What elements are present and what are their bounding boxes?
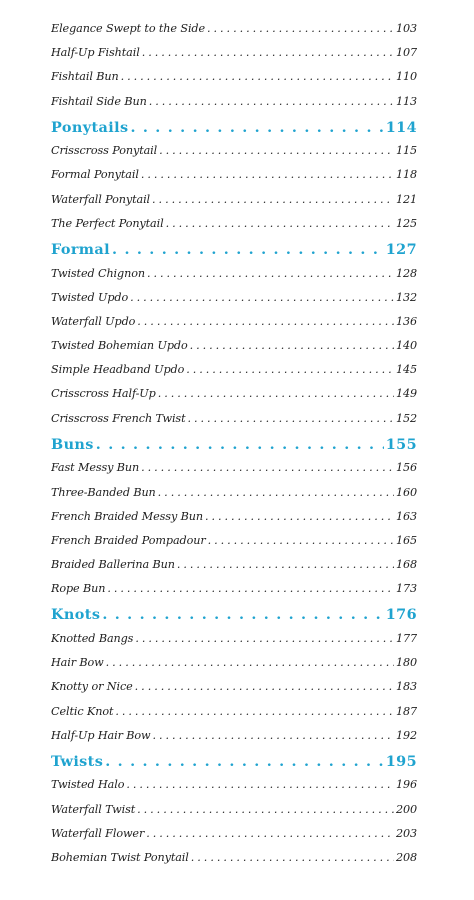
- toc-entry[interactable]: [51, 363, 417, 387]
- toc-entry[interactable]: [51, 656, 417, 680]
- toc-entry[interactable]: [51, 387, 417, 411]
- dot-leader: [141, 168, 394, 181]
- entry-title: Twisted Halo: [51, 778, 125, 792]
- page-number: 176: [385, 606, 417, 624]
- page-number: 200: [395, 802, 417, 816]
- toc-entry[interactable]: [51, 510, 417, 534]
- dot-leader: [158, 486, 394, 499]
- page-number: 177: [395, 631, 417, 645]
- toc-entry[interactable]: [51, 632, 417, 656]
- entry-title: Celtic Knot: [51, 704, 114, 718]
- toc-section-heading[interactable]: [51, 753, 417, 779]
- dot-leader: [135, 680, 394, 693]
- page-number: 140: [395, 339, 417, 353]
- toc-entry[interactable]: [51, 168, 417, 192]
- entry-title: Half-Up Fishtail: [51, 46, 140, 60]
- section-title: Ponytails: [51, 118, 129, 136]
- toc-entry[interactable]: [51, 315, 417, 339]
- page-number: 208: [395, 850, 417, 864]
- section-title: Formal: [51, 241, 111, 258]
- page-number: 203: [395, 826, 417, 840]
- entry-title: Waterfall Ponytail: [51, 192, 151, 206]
- entry-title: Waterfall Updo: [51, 314, 136, 328]
- page-number: 196: [395, 778, 417, 792]
- dot-leader: [106, 656, 394, 669]
- toc-entry[interactable]: [51, 803, 417, 827]
- toc-section-heading[interactable]: [51, 606, 417, 632]
- page-number: 173: [395, 582, 417, 596]
- page-number: 168: [395, 558, 417, 572]
- dot-leader: [152, 193, 394, 206]
- dot-leader: [115, 705, 394, 718]
- dot-leader: [207, 22, 394, 35]
- entry-title: The Perfect Ponytail: [51, 216, 164, 230]
- dot-leader: [96, 436, 384, 453]
- dot-leader: [205, 510, 394, 523]
- toc-entry[interactable]: [51, 144, 417, 168]
- toc-entry[interactable]: [51, 680, 417, 704]
- entry-title: Braided Ballerina Bun: [51, 558, 175, 572]
- toc-section-heading[interactable]: [51, 119, 417, 145]
- dot-leader: [142, 46, 394, 59]
- entry-title: Twisted Chignon: [51, 266, 145, 280]
- dot-leader: [105, 753, 384, 770]
- toc-entry[interactable]: [51, 558, 417, 582]
- dot-leader: [146, 827, 394, 840]
- page-number: 145: [395, 363, 417, 377]
- entry-title: Rope Bun: [51, 582, 106, 596]
- toc-entry[interactable]: [51, 267, 417, 291]
- dot-leader: [135, 632, 394, 645]
- toc-entry[interactable]: [51, 22, 417, 46]
- dot-leader: [137, 315, 394, 328]
- dot-leader: [186, 363, 394, 376]
- dot-leader: [187, 412, 393, 425]
- toc-entry[interactable]: [51, 291, 417, 315]
- entry-title: Half-Up Hair Bow: [51, 728, 151, 742]
- page-number: 103: [395, 22, 417, 35]
- dot-leader: [112, 241, 384, 258]
- toc-section-heading[interactable]: [51, 241, 417, 267]
- entry-title: Waterfall Twist: [51, 802, 136, 816]
- page-number: 155: [385, 435, 417, 453]
- dot-leader: [102, 606, 383, 623]
- dot-leader: [130, 291, 394, 304]
- dot-leader: [121, 70, 394, 83]
- toc-entry[interactable]: [51, 412, 417, 436]
- toc-entry[interactable]: [51, 729, 417, 753]
- dot-leader: [130, 119, 383, 136]
- entry-title: Fishtail Side Bun: [51, 94, 147, 108]
- dot-leader: [159, 144, 394, 157]
- toc-entry[interactable]: [51, 339, 417, 363]
- section-title: Buns: [51, 435, 94, 453]
- toc-entry[interactable]: [51, 851, 417, 875]
- entry-title: Three-Banded Bun: [51, 485, 156, 499]
- page-number: 136: [395, 314, 417, 328]
- toc-entry[interactable]: [51, 217, 417, 241]
- toc-entry[interactable]: [51, 827, 417, 851]
- page-number: 128: [395, 266, 417, 280]
- table-of-contents: [51, 22, 417, 875]
- toc-entry[interactable]: [51, 486, 417, 510]
- dot-leader: [141, 461, 394, 474]
- dot-leader: [137, 803, 394, 816]
- entry-title: French Braided Messy Bun: [51, 509, 203, 523]
- dot-leader: [153, 729, 394, 742]
- entry-title: Hair Bow: [51, 656, 104, 670]
- page-number: 121: [395, 192, 417, 206]
- page-number: 165: [395, 533, 417, 547]
- entry-title: Elegance Swept to the Side: [51, 22, 206, 35]
- entry-title: Crisscross Half-Up: [51, 387, 156, 401]
- entry-title: Formal Ponytail: [51, 168, 139, 182]
- entry-title: French Braided Pompadour: [51, 533, 206, 547]
- toc-entry[interactable]: [51, 705, 417, 729]
- entry-title: Fast Messy Bun: [51, 461, 140, 475]
- page-number: 195: [385, 752, 417, 770]
- page-number: 183: [395, 680, 417, 694]
- toc-entry[interactable]: [51, 46, 417, 70]
- dot-leader: [191, 851, 394, 864]
- page-number: 149: [395, 387, 417, 401]
- dot-leader: [190, 339, 394, 352]
- entry-title: Waterfall Flower: [51, 826, 145, 840]
- dot-leader: [147, 267, 394, 280]
- toc-entry[interactable]: [51, 461, 417, 485]
- entry-title: Twisted Bohemian Updo: [51, 339, 188, 353]
- page-number: 187: [395, 704, 417, 718]
- entry-title: Crisscross Ponytail: [51, 144, 158, 158]
- page-number: 115: [395, 144, 417, 158]
- entry-title: Fishtail Bun: [51, 70, 119, 84]
- dot-leader: [158, 387, 394, 400]
- toc-entry[interactable]: [51, 193, 417, 217]
- entry-title: Twisted Updo: [51, 290, 129, 304]
- toc-entry[interactable]: [51, 778, 417, 802]
- toc-entry[interactable]: [51, 534, 417, 558]
- dot-leader: [149, 95, 394, 108]
- dot-leader: [107, 582, 394, 595]
- page-number: 107: [395, 46, 417, 60]
- page-number: 132: [395, 290, 417, 304]
- dot-leader: [166, 217, 394, 230]
- toc-entry[interactable]: [51, 95, 417, 119]
- section-title: Knots: [51, 606, 101, 624]
- toc-entry[interactable]: [51, 582, 417, 606]
- page-number: 110: [395, 70, 417, 84]
- toc-section-heading[interactable]: [51, 436, 417, 462]
- page-number: 192: [395, 728, 417, 742]
- page-number: 118: [395, 168, 417, 182]
- page-number: 114: [385, 118, 417, 136]
- page-number: 125: [395, 216, 417, 230]
- page-number: 160: [395, 485, 417, 499]
- page-number: 163: [395, 509, 417, 523]
- entry-title: Simple Headband Updo: [51, 363, 185, 377]
- section-title: Twists: [51, 752, 104, 770]
- page-number: 127: [385, 241, 417, 258]
- entry-title: Crisscross French Twist: [51, 411, 186, 425]
- dot-leader: [177, 558, 394, 571]
- page-number: 180: [395, 656, 417, 670]
- page-number: 156: [395, 461, 417, 475]
- toc-entry[interactable]: [51, 70, 417, 94]
- entry-title: Knotty or Nice: [51, 680, 133, 694]
- entry-title: Knotted Bangs: [51, 631, 134, 645]
- page-number: 152: [395, 411, 417, 425]
- page-number: 113: [395, 94, 417, 108]
- entry-title: Bohemian Twist Ponytail: [51, 850, 189, 864]
- dot-leader: [208, 534, 394, 547]
- dot-leader: [126, 778, 394, 791]
